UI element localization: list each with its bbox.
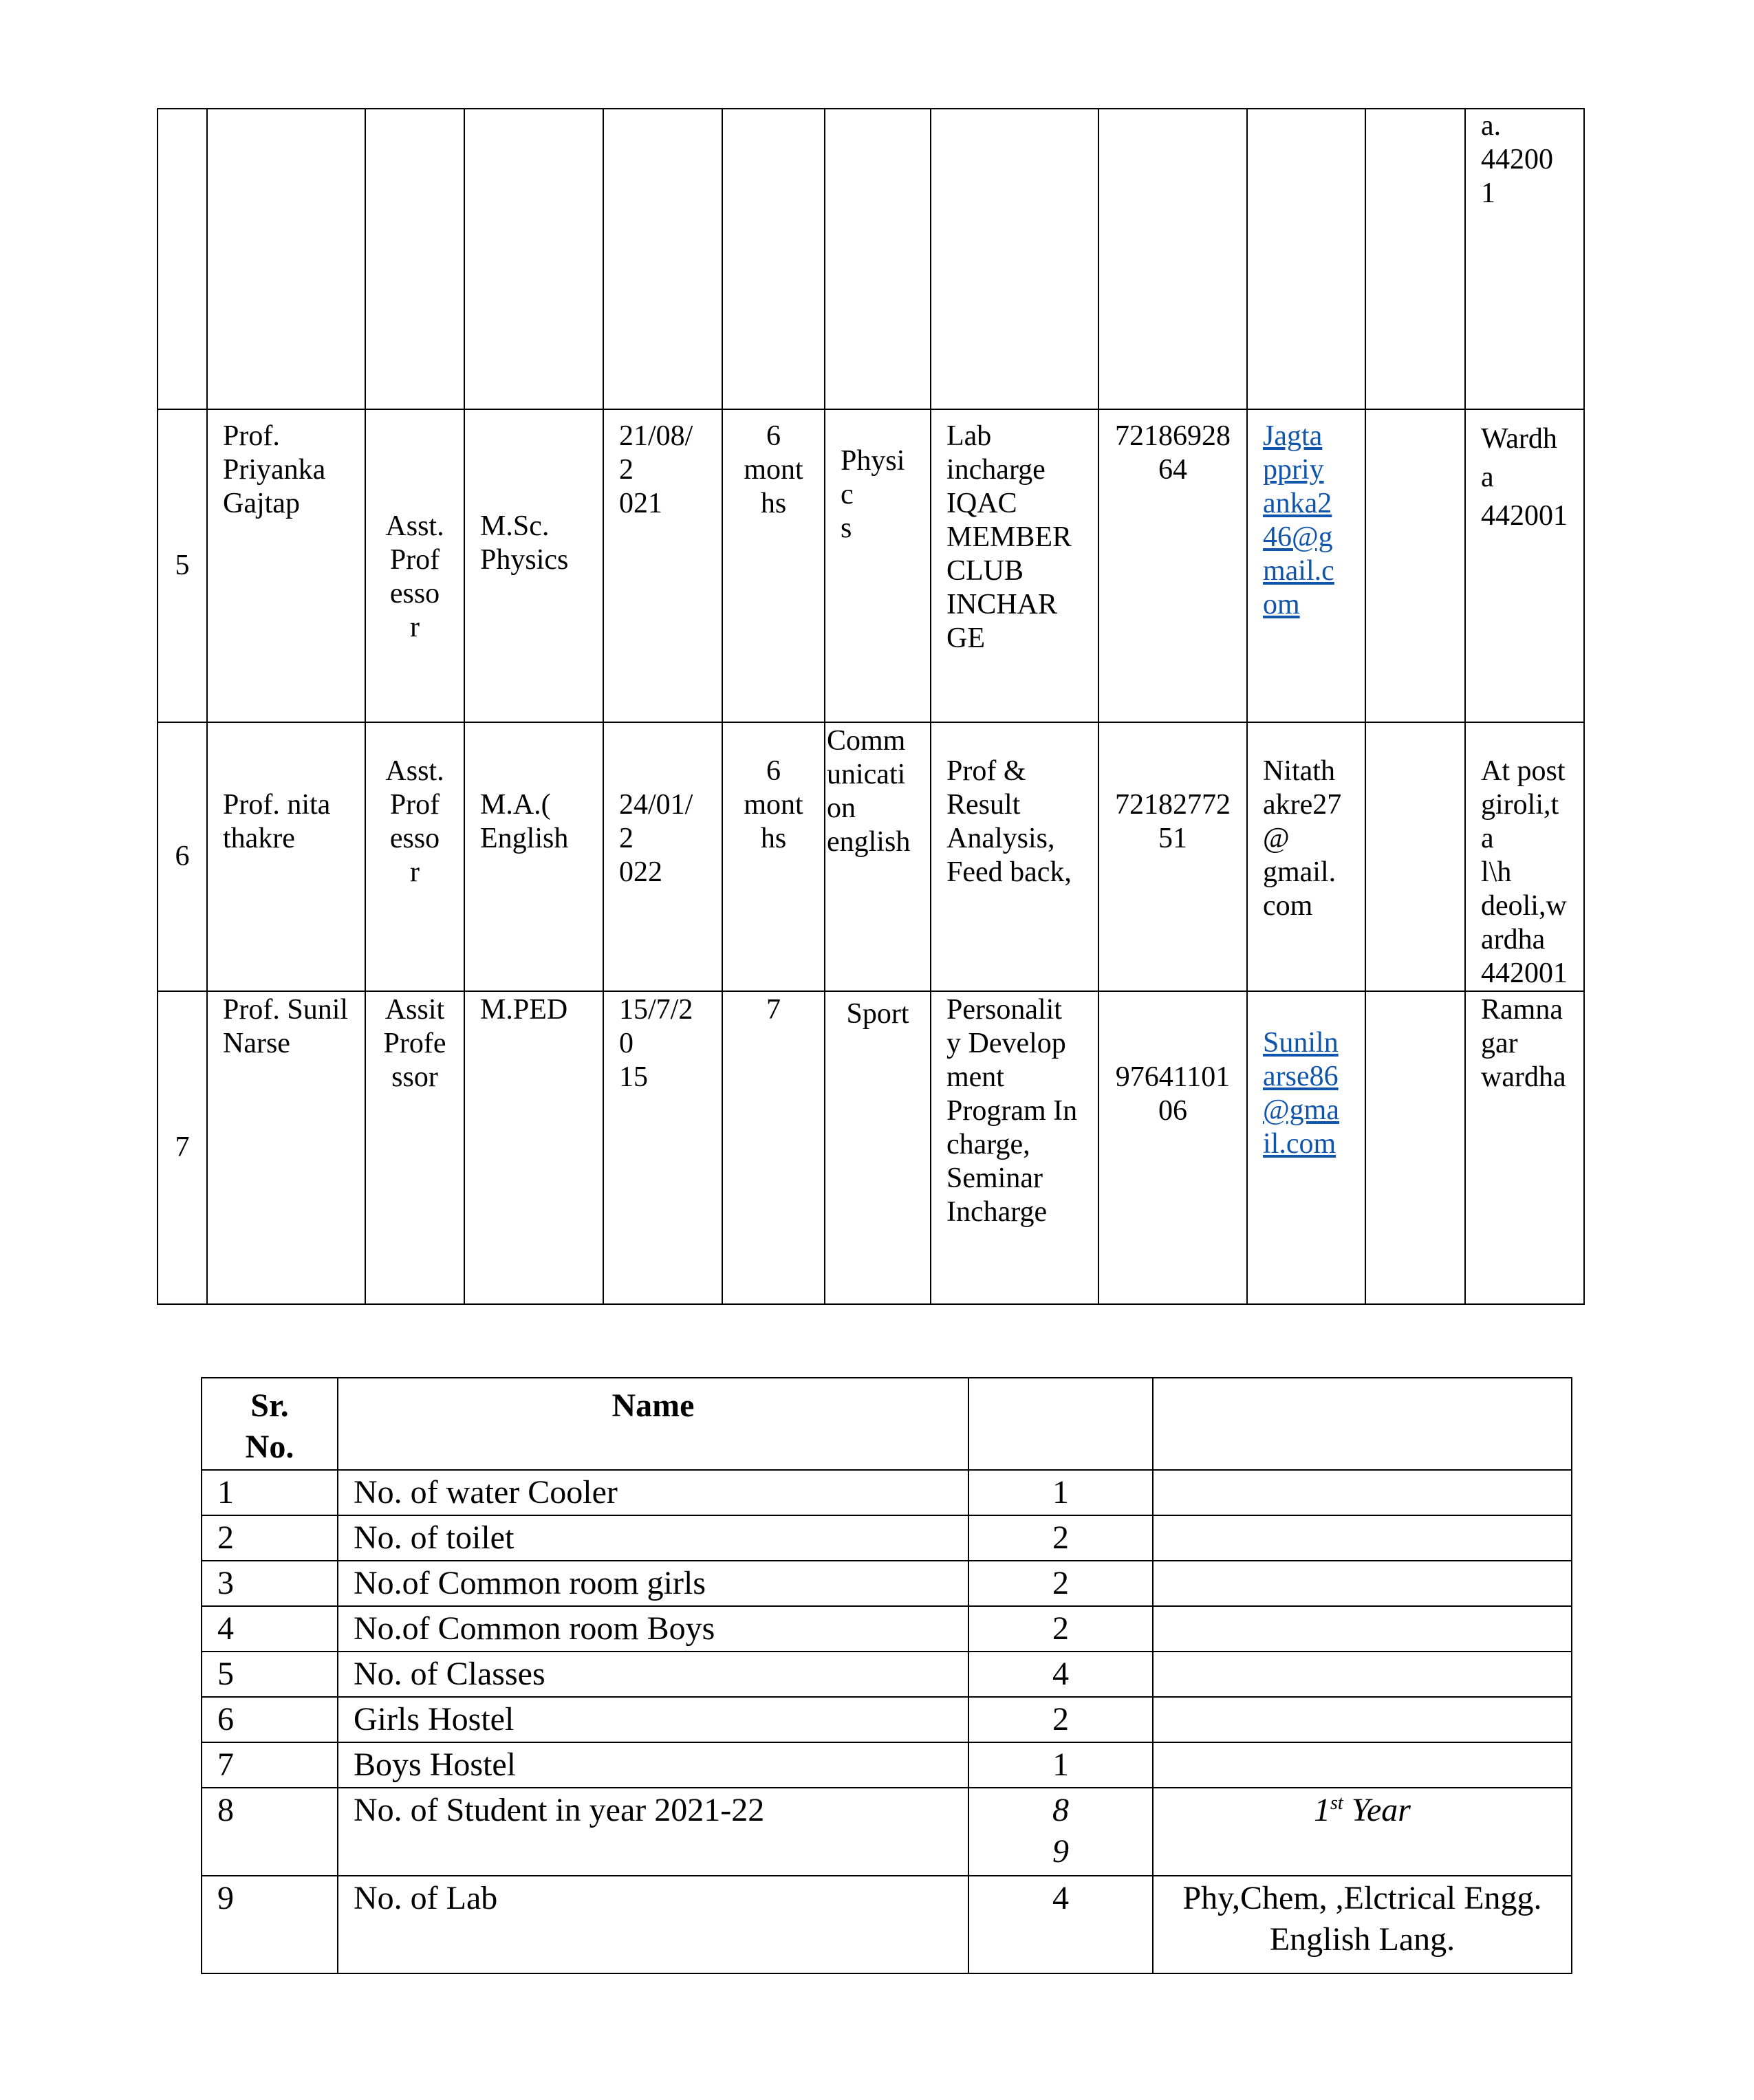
table-row	[202, 1606, 1572, 1652]
responsibility-cell: Personalit y Develop ment Program In charge, Seminar Incharge	[931, 991, 1098, 1304]
designation-cell: Asst. Prof esso r	[365, 409, 464, 722]
sr-cell	[158, 109, 207, 409]
remark-cell	[1153, 1606, 1572, 1652]
remark-cell: Phy,Chem, ,Elctrical Engg. English Lang.	[1153, 1876, 1572, 1973]
sr-cell: 5	[202, 1652, 338, 1697]
table-row	[158, 409, 1584, 722]
mobile-cell: 97641101 06	[1098, 991, 1247, 1304]
sr-cell: 8	[202, 1788, 338, 1876]
date-cell	[603, 109, 722, 409]
count-cell: 8 9	[968, 1788, 1153, 1876]
name-cell: No. of Student in year 2021-22	[338, 1788, 968, 1876]
header-row	[202, 1378, 1572, 1470]
responsibility-cell	[931, 109, 1098, 409]
facilities-table	[201, 1377, 1572, 1974]
subject-cell	[825, 109, 931, 409]
table-row	[202, 1697, 1572, 1742]
date-cell: 15/7/20 15	[603, 991, 722, 1304]
sr-cell: 1	[202, 1470, 338, 1515]
sr-cell: 9	[202, 1876, 338, 1973]
mobile-cell: 72186928 64	[1098, 409, 1247, 722]
name-cell: Prof. nita thakre	[207, 722, 365, 991]
subject-cell: Physic s	[825, 409, 931, 722]
address-cell: At post giroli,ta l\h deoli,w ardha 442001	[1465, 722, 1584, 991]
email-link[interactable]: Suniln arse86 @gma il.com	[1247, 991, 1365, 1304]
sr-cell: 6	[158, 722, 207, 991]
designation-cell: Asst. Prof esso r	[365, 722, 464, 991]
count-cell: 1	[968, 1742, 1153, 1788]
name-cell: No. of Classes	[338, 1652, 968, 1697]
sr-cell: 7	[202, 1742, 338, 1788]
table-row	[158, 109, 1584, 409]
sr-cell: 7	[158, 991, 207, 1304]
table-row	[158, 991, 1584, 1304]
subject-cell: Comm unicati on english	[825, 722, 931, 991]
table-row	[202, 1515, 1572, 1561]
experience-cell: 7	[722, 991, 825, 1304]
name-cell: No. of Lab	[338, 1876, 968, 1973]
sr-cell: 3	[202, 1561, 338, 1606]
designation-cell: Assit Profe ssor	[365, 991, 464, 1304]
remark-cell	[1153, 1742, 1572, 1788]
staff-table	[157, 108, 1585, 1305]
qualification-cell: M.A.( English	[464, 722, 603, 991]
designation-cell	[365, 109, 464, 409]
subject-cell: Sport	[825, 991, 931, 1304]
year-number: 1	[1314, 1792, 1331, 1828]
count-cell: 2	[968, 1697, 1153, 1742]
table-row	[202, 1742, 1572, 1788]
name-cell: Prof. Sunil Narse	[207, 991, 365, 1304]
name-cell	[207, 109, 365, 409]
address-cell: a. 44200 1	[1465, 109, 1584, 409]
count-cell: 4	[968, 1652, 1153, 1697]
blank-cell	[1365, 109, 1465, 409]
date-cell: 21/08/2 021	[603, 409, 722, 722]
name-header: Name	[338, 1378, 968, 1470]
address-cell: Ramna gar wardha	[1465, 991, 1584, 1304]
qualification-cell: M.Sc. Physics	[464, 409, 603, 722]
experience-cell	[722, 109, 825, 409]
blank-cell	[1365, 991, 1465, 1304]
sr-cell: 4	[202, 1606, 338, 1652]
email-link[interactable]: Jagta ppriy anka2 46@g mail.c om	[1247, 409, 1365, 722]
name-cell: Boys Hostel	[338, 1742, 968, 1788]
remark-cell	[1153, 1697, 1572, 1742]
count-cell: 2	[968, 1561, 1153, 1606]
address-cell: Wardha 442001	[1465, 409, 1584, 722]
blank-cell	[1365, 722, 1465, 991]
name-cell: No.of Common room girls	[338, 1561, 968, 1606]
count-cell: 2	[968, 1606, 1153, 1652]
blank-cell	[1365, 409, 1465, 722]
sr-cell: 5	[158, 409, 207, 722]
sr-header: Sr. No.	[202, 1378, 338, 1470]
remark-cell	[1153, 1561, 1572, 1606]
name-cell: No. of toilet	[338, 1515, 968, 1561]
experience-cell: 6 mont hs	[722, 409, 825, 722]
mobile-cell	[1098, 109, 1247, 409]
email-cell	[1247, 109, 1365, 409]
name-cell: Prof. Priyanka Gajtap	[207, 409, 365, 722]
table-row	[202, 1470, 1572, 1515]
remark-cell	[1153, 1470, 1572, 1515]
qualification-cell: M.PED	[464, 991, 603, 1304]
year-suffix: st	[1330, 1793, 1343, 1814]
count-header	[968, 1378, 1153, 1470]
count-cell: 1	[968, 1470, 1153, 1515]
qualification-cell	[464, 109, 603, 409]
table-row	[202, 1876, 1572, 1973]
name-cell: No. of water Cooler	[338, 1470, 968, 1515]
remark-cell	[1153, 1788, 1572, 1876]
experience-cell: 6 mont hs	[722, 722, 825, 991]
remark-cell	[1153, 1652, 1572, 1697]
table-row	[158, 722, 1584, 991]
count-cell: 4	[968, 1876, 1153, 1973]
responsibility-cell: Lab incharge IQAC MEMBER CLUB INCHAR GE	[931, 409, 1098, 722]
table-row	[202, 1652, 1572, 1697]
responsibility-cell: Prof & Result Analysis, Feed back,	[931, 722, 1098, 991]
name-cell: Girls Hostel	[338, 1697, 968, 1742]
email-cell: Nitath akre27 @ gmail. com	[1247, 722, 1365, 991]
year-label: Year	[1343, 1792, 1411, 1828]
mobile-cell: 72182772 51	[1098, 722, 1247, 991]
table-row	[202, 1788, 1572, 1876]
count-cell: 2	[968, 1515, 1153, 1561]
name-cell: No.of Common room Boys	[338, 1606, 968, 1652]
date-cell: 24/01/2 022	[603, 722, 722, 991]
sr-cell: 6	[202, 1697, 338, 1742]
remark-header	[1153, 1378, 1572, 1470]
sr-cell: 2	[202, 1515, 338, 1561]
remark-cell	[1153, 1515, 1572, 1561]
table-row	[202, 1561, 1572, 1606]
